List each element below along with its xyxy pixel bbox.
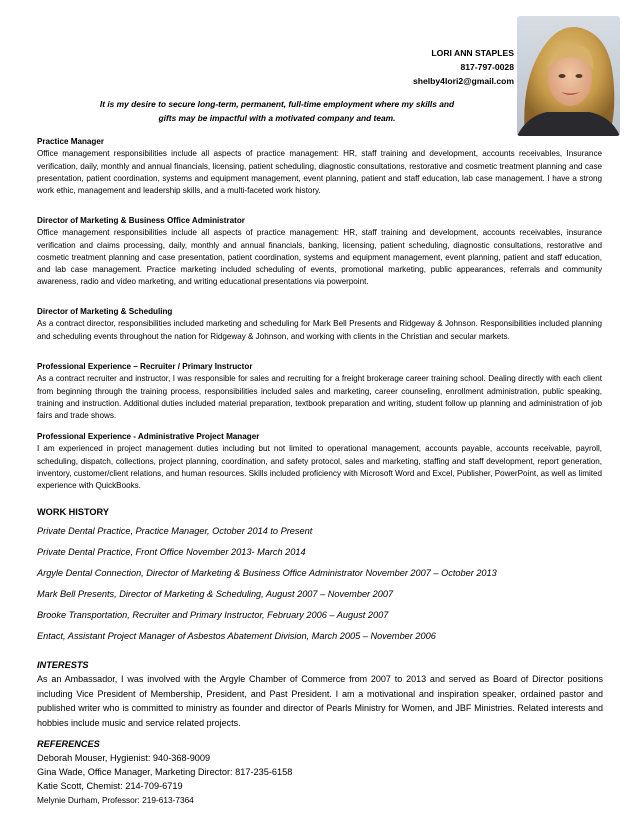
references-title: REFERENCES — [37, 739, 100, 749]
work-history-item: Entact, Assistant Project Manager of Asbestos Abatement Division, March 2005 – November 2006 — [37, 631, 436, 641]
section-title: Professional Experience – Recruiter / Primary Instructor — [37, 362, 253, 371]
section-recruiter-instructor — [37, 361, 602, 422]
contact-phone: 817-797-0028 — [460, 62, 514, 72]
interests-text: As an Ambassador, I was involved with the Argyle Chamber of Commerce from 2007 to 2013 and served as Board of Director positions including Vice President of Membership, President, and Past President. I am a motivational and inspiration speaker, ordained pastor and published writer who is committed to ministry as founder and director of Pearls Ministry for Women, and JBF Ministries. Related interests and hobbies include music and service related projects. — [37, 674, 603, 728]
section-text: Office management responsibilities include all aspects of practice management: HR, staff training and development, accounts receivables, Insurance verification, daily, monthly and annual financials, licensing, patient scheduling, diagnostic consultations, restorative and cosmetic treatment planning and case presentation, patient coordination, systems and equipment management, event planning, patient and staff education, lab case management. I have a strong work ethic, management and leadership skills, and a multi-faceted work history. — [37, 149, 602, 196]
section-director-marketing-business — [37, 215, 602, 289]
objective-statement: It is my desire to secure long-term, permanent, full-time employment where my skills and gifts may be impactful with a motivated company and team. — [99, 99, 455, 123]
section-project-manager — [37, 431, 602, 492]
interests-title: INTERESTS — [37, 660, 89, 670]
section-text: I am experienced in project management duties including but not limited to operational management, accounts payable, accounts receivable, payroll, scheduling, dispatch, collections, project planning, coordination, and safety protocol, sales and marketing, staffing and staff development, report generation, inventory, customer/client relations, and human resources. Skills included proficiency with Microsoft Word and Excel, Publisher, PowerPoint, as well as limited experience with QuickBooks. — [37, 444, 602, 491]
references-section — [37, 738, 537, 807]
work-history-title: WORK HISTORY — [37, 507, 109, 517]
contact-name: LORI ANN STAPLES — [431, 48, 514, 58]
contact-email: shelby4lori2@gmail.com — [412, 76, 514, 86]
work-history-item: Private Dental Practice, Practice Manager, October 2014 to Present — [37, 526, 313, 536]
work-history-item: Brooke Transportation, Recruiter and Primary Instructor, February 2006 – August 2007 — [37, 610, 389, 620]
section-text: Office management responsibilities include all aspects of practice management: HR, staff training and development, accounts receivables, insurance verification and claims processing, daily, monthly and annual financials, banking, licensing, patient scheduling, diagnostic consultations, restorative and cosmetic treatment planning and case presentation, patient coordination, systems and equipment management, event planning, patient and staff education, and lab case management. Practice marketing included scheduling of events, promotional marketing, public appearances, referrals and community awareness, radio and video marketing, and writing educational presentations via powerpoint. — [37, 228, 602, 287]
section-director-marketing-scheduling — [37, 306, 602, 343]
section-text: As a contract recruiter and instructor, I was responsible for sales and recruiting for a freight brokerage career training school. Dealing directly with each client from beginning through the training process, responsibilities included sales and marketing, career counseling, enrollment administration, public speaking, training and instruction. Additional duties included material preparation, textbook preparation and writing, student follow up planning and administration of job fairs and trade shows. — [37, 374, 602, 421]
work-history — [37, 507, 607, 650]
reference-item: Deborah Mouser, Hygienist: 940-368-9009 — [37, 753, 211, 763]
reference-item: Katie Scott, Chemist: 214-709-6719 — [37, 781, 183, 791]
section-title: Practice Manager — [37, 137, 105, 146]
profile-photo — [517, 16, 620, 136]
reference-item: Melynie Durham, Professor: 219-613-7364 — [37, 795, 194, 805]
section-title: Professional Experience - Administrative Project Manager — [37, 432, 260, 441]
section-title: Director of Marketing & Business Office Administrator — [37, 216, 245, 225]
work-history-item: Mark Bell Presents, Director of Marketing & Scheduling, August 2007 – November 2007 — [37, 589, 394, 599]
section-title: Director of Marketing & Scheduling — [37, 307, 173, 316]
contact-block — [413, 46, 514, 88]
work-history-item: Private Dental Practice, Front Office November 2013- March 2014 — [37, 547, 306, 557]
section-practice-manager — [37, 136, 602, 197]
interests-section — [37, 659, 603, 730]
section-text: As a contract director, responsibilities included marketing and scheduling for Mark Bell Presents and Ridgeway & Johnson. Responsibilities included planning and scheduling events throughout the nation for Ridgeway & Johnson, and working with clients in the Christian and secular markets. — [37, 319, 602, 341]
work-history-item: Argyle Dental Connection, Director of Marketing & Business Office Administrator November 2007 – October 2013 — [37, 568, 497, 578]
reference-item: Gina Wade, Office Manager, Marketing Director: 817-235-6158 — [37, 767, 293, 777]
